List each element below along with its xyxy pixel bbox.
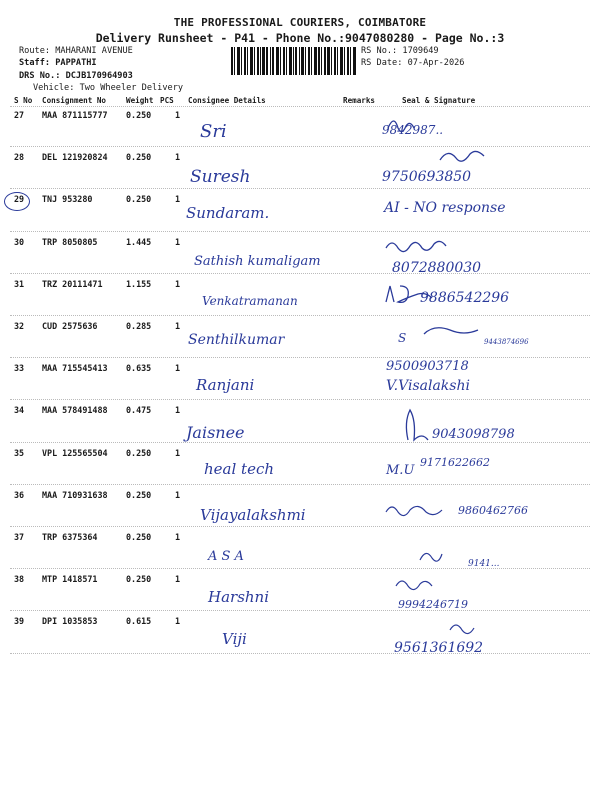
circled-row-mark <box>4 192 30 211</box>
row-weight: 0.475 <box>126 405 152 416</box>
row-separator <box>10 146 590 147</box>
row-weight: 0.635 <box>126 363 152 374</box>
row-pcs: 1 <box>175 616 181 627</box>
staff-label: Staff: PAPPATHI <box>19 58 97 68</box>
row-sno: 35 <box>14 447 25 458</box>
col-header-sno: S No <box>14 96 33 105</box>
row-weight: 0.285 <box>126 321 152 331</box>
col-header-weight: Weight <box>126 96 154 105</box>
row-separator <box>10 526 590 527</box>
consignee-hand-34: Jaisnee <box>186 423 245 442</box>
row-consignment-no: TRP 8050805 <box>42 236 98 247</box>
row-pcs: 1 <box>175 447 181 458</box>
consignee-hand-38: Harshni <box>208 588 270 606</box>
row-separator <box>10 399 590 400</box>
row-sno: 30 <box>14 236 25 247</box>
row-sno: 29 <box>14 194 25 205</box>
phone-hand-39: 9561361692 <box>394 640 484 656</box>
consignee-hand-36: Vijayalakshmi <box>200 506 306 524</box>
row-separator <box>10 610 590 611</box>
vehicle-label: Vehicle: Two Wheeler Delivery <box>33 83 184 93</box>
row-pcs: 1 <box>175 363 181 374</box>
row-consignment-no: DPI 1035853 <box>42 616 98 627</box>
phone-hand-30: 8072880030 <box>392 260 482 276</box>
consignee-hand-39: Viji <box>222 630 247 648</box>
row-pcs: 1 <box>175 489 181 500</box>
row-weight: 0.250 <box>126 574 152 585</box>
row-weight: 1.445 <box>126 236 152 247</box>
phone-hand-35: 9171622662 <box>420 456 490 469</box>
col-header-details: Consignee Details <box>188 96 266 105</box>
phone-hand-36: 9860462766 <box>458 504 528 517</box>
row-consignment-no: VPL 125565504 <box>42 447 108 458</box>
table-row <box>0 616 600 666</box>
row-consignment-no: MAA 715545413 <box>42 363 108 374</box>
row-separator <box>10 442 590 443</box>
row-consignment-no: MAA 871115777 <box>42 110 108 120</box>
row-sno: 38 <box>14 574 25 585</box>
row-consignment-no: TRP 6375364 <box>42 532 98 542</box>
company-title: THE PROFESSIONAL COURIERS, COIMBATORE <box>173 16 427 29</box>
row-pcs: 1 <box>175 110 181 120</box>
consignee-hand-33: Ranjani <box>196 376 255 394</box>
consignee-hand-31: Venkatramanan <box>202 294 298 308</box>
row-pcs: 1 <box>175 236 181 247</box>
col-header-signature: Seal & Signature <box>402 96 476 105</box>
phone-hand-37: 9141... <box>468 559 500 569</box>
row-sno: 39 <box>14 616 25 627</box>
row-sno: 36 <box>14 489 25 500</box>
signature-hand-33: V.Visalakshi <box>386 378 470 394</box>
row-separator <box>10 231 590 232</box>
row-separator <box>10 568 590 569</box>
route-label: Route: MAHARANI AVENUE <box>19 46 133 56</box>
phone-hand-34: 9043098798 <box>432 427 515 442</box>
row-sno: 28 <box>14 152 25 163</box>
col-header-pcs: PCS <box>160 96 174 105</box>
row-separator <box>10 188 590 189</box>
row-sno: 32 <box>14 321 25 331</box>
row-separator <box>10 273 590 274</box>
row-weight: 0.615 <box>126 616 152 627</box>
remark-hand-29: AI - NO response <box>384 200 506 216</box>
row-separator <box>10 484 590 485</box>
phone-hand-38: 9994246719 <box>398 598 468 611</box>
row-consignment-no: MTP 1418571 <box>42 574 98 585</box>
row-pcs: 1 <box>175 532 181 542</box>
row-consignment-no: TRZ 20111471 <box>42 278 103 289</box>
col-header-consignment: Consignment No <box>42 96 107 105</box>
row-separator <box>10 653 590 654</box>
phone-hand-31: 9886542296 <box>420 290 510 306</box>
row-sno: 33 <box>14 363 25 374</box>
drs-number: DRS No.: DCJB170964903 <box>19 71 133 81</box>
row-weight: 0.250 <box>126 194 152 205</box>
row-weight: 0.250 <box>126 447 152 458</box>
row-weight: 1.155 <box>126 278 152 289</box>
row-consignment-no: TNJ 953280 <box>42 194 93 205</box>
consignee-hand-32: Senthilkumar <box>188 332 285 348</box>
row-weight: 0.250 <box>126 110 152 120</box>
runsheet-subtitle: Delivery Runsheet - P41 - Phone No.:9047080280 - Page No.:3 <box>95 31 505 45</box>
signature-hand-27: 9842987.. <box>382 123 444 137</box>
row-weight: 0.250 <box>126 532 152 542</box>
row-sno: 37 <box>14 532 25 542</box>
consignee-hand-27: Sri <box>200 121 227 142</box>
consignee-hand-29: Sundaram. <box>186 204 270 222</box>
signature-hand-32: S <box>398 331 407 345</box>
row-pcs: 1 <box>175 405 181 416</box>
phone-hand-33: 9500903718 <box>386 359 469 374</box>
row-pcs: 1 <box>175 278 181 289</box>
row-consignment-no: MAA 578491488 <box>42 405 108 416</box>
header-rule <box>10 106 590 107</box>
consignee-hand-30: Sathish kumaligam <box>194 254 321 269</box>
row-pcs: 1 <box>175 321 181 331</box>
row-weight: 0.250 <box>126 489 152 500</box>
rs-number: RS No.: 1709649 <box>361 46 439 56</box>
col-header-remarks: Remarks <box>343 96 376 105</box>
consignee-hand-35: heal tech <box>204 460 275 478</box>
barcode-icon <box>231 47 356 75</box>
consignee-hand-37: A S A <box>208 549 244 564</box>
row-pcs: 1 <box>175 152 181 163</box>
consignee-hand-28: Suresh <box>190 167 251 187</box>
phone-hand-32: 9443874696 <box>484 338 529 346</box>
row-sno: 27 <box>14 110 25 120</box>
row-separator <box>10 357 590 358</box>
row-pcs: 1 <box>175 574 181 585</box>
row-weight: 0.250 <box>126 152 152 163</box>
phone-hand-28: 9750693850 <box>382 169 472 185</box>
row-consignment-no: MAA 710931638 <box>42 489 108 500</box>
row-pcs: 1 <box>175 194 181 205</box>
signature-hand-35: M.U <box>386 463 415 478</box>
row-consignment-no: CUD 2575636 <box>42 321 98 331</box>
row-sno: 31 <box>14 278 25 289</box>
rs-date: RS Date: 07-Apr-2026 <box>361 58 465 68</box>
row-consignment-no: DEL 121920824 <box>42 152 108 163</box>
row-sno: 34 <box>14 405 25 416</box>
row-separator <box>10 315 590 316</box>
